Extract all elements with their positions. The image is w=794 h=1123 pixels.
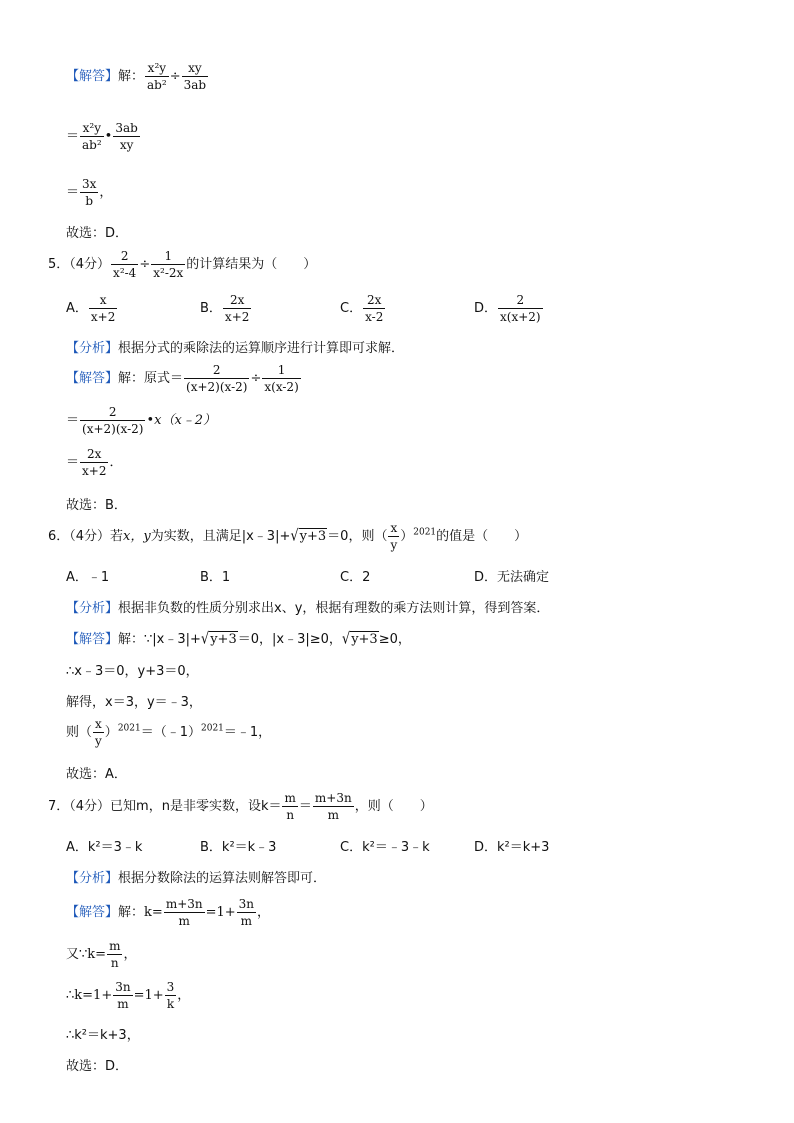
- q6-option-d[interactable]: D．无法确定: [474, 570, 550, 585]
- q5-choose: 故选：B．: [66, 498, 127, 513]
- q5-solution-line1: 【解答】解：原式＝ $\frac{2}{(x+2)(x-2)}$ ÷ $\frac{1}{x(x-2)}$: [66, 363, 299, 394]
- q6-option-a[interactable]: A．﹣1: [66, 570, 110, 585]
- q7-solution-line3: ∴k=1+ $\frac{3n}{m}$ =1+ $\frac{3}{k}$ ，: [66, 980, 191, 1011]
- q4-choose: 故选：D．: [66, 226, 129, 241]
- q7-solution-line1: 【解答】解：k= $\frac{m+3n}{m}$ =1+ $\frac{3n}{m}$ ，: [66, 897, 271, 928]
- q7-option-b[interactable]: B．k²＝k﹣3: [200, 840, 277, 855]
- fraction: $\frac{\text{x²y}}{\text{ab²}}$: [147, 61, 167, 92]
- q6-option-c[interactable]: C．2: [340, 570, 371, 585]
- q7-option-c[interactable]: C．k²＝﹣3﹣k: [340, 840, 430, 855]
- answer-tag: 【解答】: [66, 68, 119, 83]
- q4-solution-line3: ＝ $\frac{3x}{b}$ ，: [66, 177, 113, 208]
- q5-option-c[interactable]: C． $\frac{2x}{x-2}$: [340, 293, 384, 324]
- q6-solution-line4: 则（ $\frac{x}{y}$ ）$^{2021}$＝（﹣1）$^{2021}$＝﹣1，: [66, 717, 272, 748]
- q6-solution-line3: 解得，x＝3，y＝﹣3，: [66, 695, 202, 710]
- q6-solution-line1: 【解答】解：∵|x﹣3|+√y+3＝0，|x﹣3|≥0，√y+3≥0，: [66, 630, 411, 649]
- q5-solution-line3: ＝ $\frac{2x}{x+2}$ ．: [66, 447, 123, 478]
- q6-stem: 6．（4分）若x，y为实数，且满足|x﹣3|+√y+3＝0，则（ $\frac{x}{y}$ ）$^{2021}$的值是（ ）: [48, 521, 528, 552]
- q5-option-a[interactable]: A． $\frac{x}{x+2}$: [66, 293, 116, 324]
- q6-option-b[interactable]: B．1: [200, 570, 231, 585]
- q5-stem: 5．（4分） $\frac{2}{\text{x²-4}}$ ÷ $\frac{1}{\text{x²-2x}}$ 的计算结果为（ ）: [48, 249, 317, 280]
- q7-solution-line4: ∴k²＝k+3，: [66, 1028, 140, 1043]
- q7-stem: 7．（4分）已知m，n是非零实数，设k＝ $\frac{m}{n}$ ＝ $\frac{m+3n}{m}$ ，则（ ）: [48, 791, 433, 822]
- q4-solution-line2: ＝ $\frac{\text{x²y}}{\text{ab²}}$ • $\frac{3ab}{xy}$: [66, 121, 138, 152]
- q7-option-a[interactable]: A．k²＝3﹣k: [66, 840, 143, 855]
- q7-solution-line2: 又∵k= $\frac{m}{n}$ ，: [66, 939, 137, 970]
- q4-solution-line1: 【解答】解： $\frac{\text{x²y}}{\text{ab²}}$ ÷ $\frac{xy}{3ab}$: [66, 61, 207, 92]
- q6-solution-line2: ∴x﹣3＝0，y+3＝0，: [66, 664, 199, 679]
- q5-solution-line2: ＝ $\frac{2}{(x+2)(x-2)}$ •x（x﹣2）: [66, 405, 217, 436]
- q5-option-b[interactable]: B． $\frac{2x}{x+2}$: [200, 293, 250, 324]
- q6-choose: 故选：A．: [66, 767, 127, 782]
- q7-choose: 故选：D．: [66, 1059, 129, 1074]
- q5-option-d[interactable]: D． $\frac{2}{x(x+2)}$: [474, 293, 541, 324]
- q7-option-d[interactable]: D．k²＝k+3: [474, 840, 550, 855]
- q7-analysis: 【分析】根据分数除法的运算法则解答即可．: [66, 870, 327, 886]
- q5-analysis: 【分析】根据分式的乘除法的运算顺序进行计算即可求解．: [66, 340, 405, 356]
- fraction: $\frac{xy}{3ab}$: [183, 61, 207, 92]
- q6-analysis: 【分析】根据非负数的性质分别求出x、y，根据有理数的乘方法则计算，得到答案．: [66, 600, 550, 616]
